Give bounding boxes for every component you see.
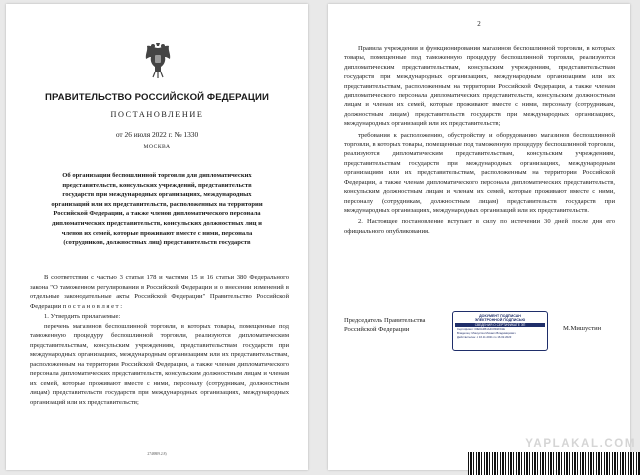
- stamp-heading: [453, 312, 547, 322]
- stamp-line-1: ДОКУМЕНТ ПОДПИСАН: [479, 314, 521, 318]
- effective-date-paragraph: 2. Настоящее постановление вступает в силу по истечении 30 дней после дня его официального опубликования.: [344, 218, 615, 235]
- item-1-text: перечень магазинов беспошлинной торговли, в которых товары, помещенные под таможенную процедуру беспошлинной торговли, реализуются дипломатическим представительствам, консульским учреждениям, представительствам государств при международных организациях, международным организациям или их представительствам, расположенным на территории Российской Федерации, а также членам дипломатического персонала дипломатических представительств, консульским должностным лицам и членам их семей, которые проживают вместе с ними, персоналу (сотрудникам, должностным лицам) представительств государств при международных организациях, международных организаций или их представительств;: [30, 322, 289, 406]
- intro-paragraph: В соответствии с частью 3 статьи 178 и частями 15 и 16 статьи 380 Федерального закона "О таможенном регулировании в Российской Федерации и о внесении изменений в отдельные законодательные акты Российской Федерации" Правительство Российской Федерации п о с т а н о в л я е т :: [30, 274, 289, 310]
- stamp-detail-2: Владелец: Мишустин Михаил Владимирович: [457, 331, 516, 335]
- barcode-strip: [468, 452, 640, 475]
- resolution-title: Об организации беспошлинной торговли для дипломатических представительств, консульских учреждений, представительств государств при международных организациях, международных организаций или их представительств, расположенных на территории Российской Федерации, а также членов дипломатического персонала дипломатических представительств, консульских должностных лиц и членов их семей, которые проживают вместе с ними, персонала (сотрудников, должностных лиц) представительств государств: [51, 172, 263, 247]
- russian-coat-of-arms-icon: [142, 42, 174, 80]
- city-name: МОСКВА: [143, 144, 171, 150]
- signatory-name: М.Мишустин: [563, 325, 602, 332]
- signatory-position: [344, 316, 425, 334]
- government-title: ПРАВИТЕЛЬСТВО РОССИЙСКОЙ ФЕДЕРАЦИИ: [45, 92, 269, 103]
- stamp-line-2: ЭЛЕКТРОННОЙ ПОДПИСЬЮ: [474, 318, 526, 323]
- document-type: ПОСТАНОВЛЕНИЕ: [110, 110, 204, 119]
- item-1-heading: 1. Утвердить прилагаемые:: [44, 313, 121, 320]
- page1-body: [30, 273, 289, 407]
- rules-paragraph: Правила учреждения и функционирования магазинов беспошлинной торговли, в которых товары, помещенные под таможенную процедуру беспошлинной торговли, реализуются дипломатическим представительствам, консульским учреждениям, представительствам государств при международных организациях, международным организациям или их представительствам, расположенным на территории Российской Федерации, а также членам дипломатического персонала дипломатических представительств, консульским должностным лицам и членам их семей, которые проживают вместе с ними, персоналу (сотрудникам, должностным лицам) представительств государств при международных организациях, международных организаций или их представительств;: [344, 45, 615, 128]
- page-number: 2: [477, 20, 481, 28]
- signatory-position-line-1: Председатель Правительства: [344, 317, 426, 324]
- stamp-detail-1: Сертификат: 00E6A3B1A4C8D2F91E: [457, 327, 506, 332]
- page2-body: [344, 44, 615, 238]
- stamp-band: СВЕДЕНИЯ О СЕРТИФИКАТЕ ЭП: [455, 323, 545, 327]
- requirements-paragraph: требования к расположению, обустройству и оборудованию магазинов беспошлинной торговли, в которых товары, помещенные под таможенную процедуру беспошлинной торговли, реализуются дипломатическим представительствам, консульским учреждениям, представительствам государств при международных организациях, международным организациям или их представительствам, расположенным на территории Российской Федерации, а также членам дипломатического персонала дипломатических представительств, консульским должностным лицам и членам их семей, которые проживают вместе с ними, персоналу (сотрудникам, должностным лицам) представительств государств при международных организациях, международных организаций или их представительств.: [344, 131, 615, 214]
- date-and-number: от 26 июля 2022 г. № 1330: [115, 130, 199, 139]
- document-page-1: [6, 4, 308, 470]
- site-watermark: YAPLAKAL.COM: [525, 438, 636, 450]
- signatory-position-line-2: Российской Федерации: [344, 326, 410, 333]
- stamp-detail-3: Действителен: с 16.11.2021 по 16.02.2023: [457, 334, 512, 339]
- footer-code: 2748809.2.8): [147, 452, 167, 456]
- document-page-2: [328, 4, 630, 470]
- electronic-signature-stamp: [452, 311, 548, 351]
